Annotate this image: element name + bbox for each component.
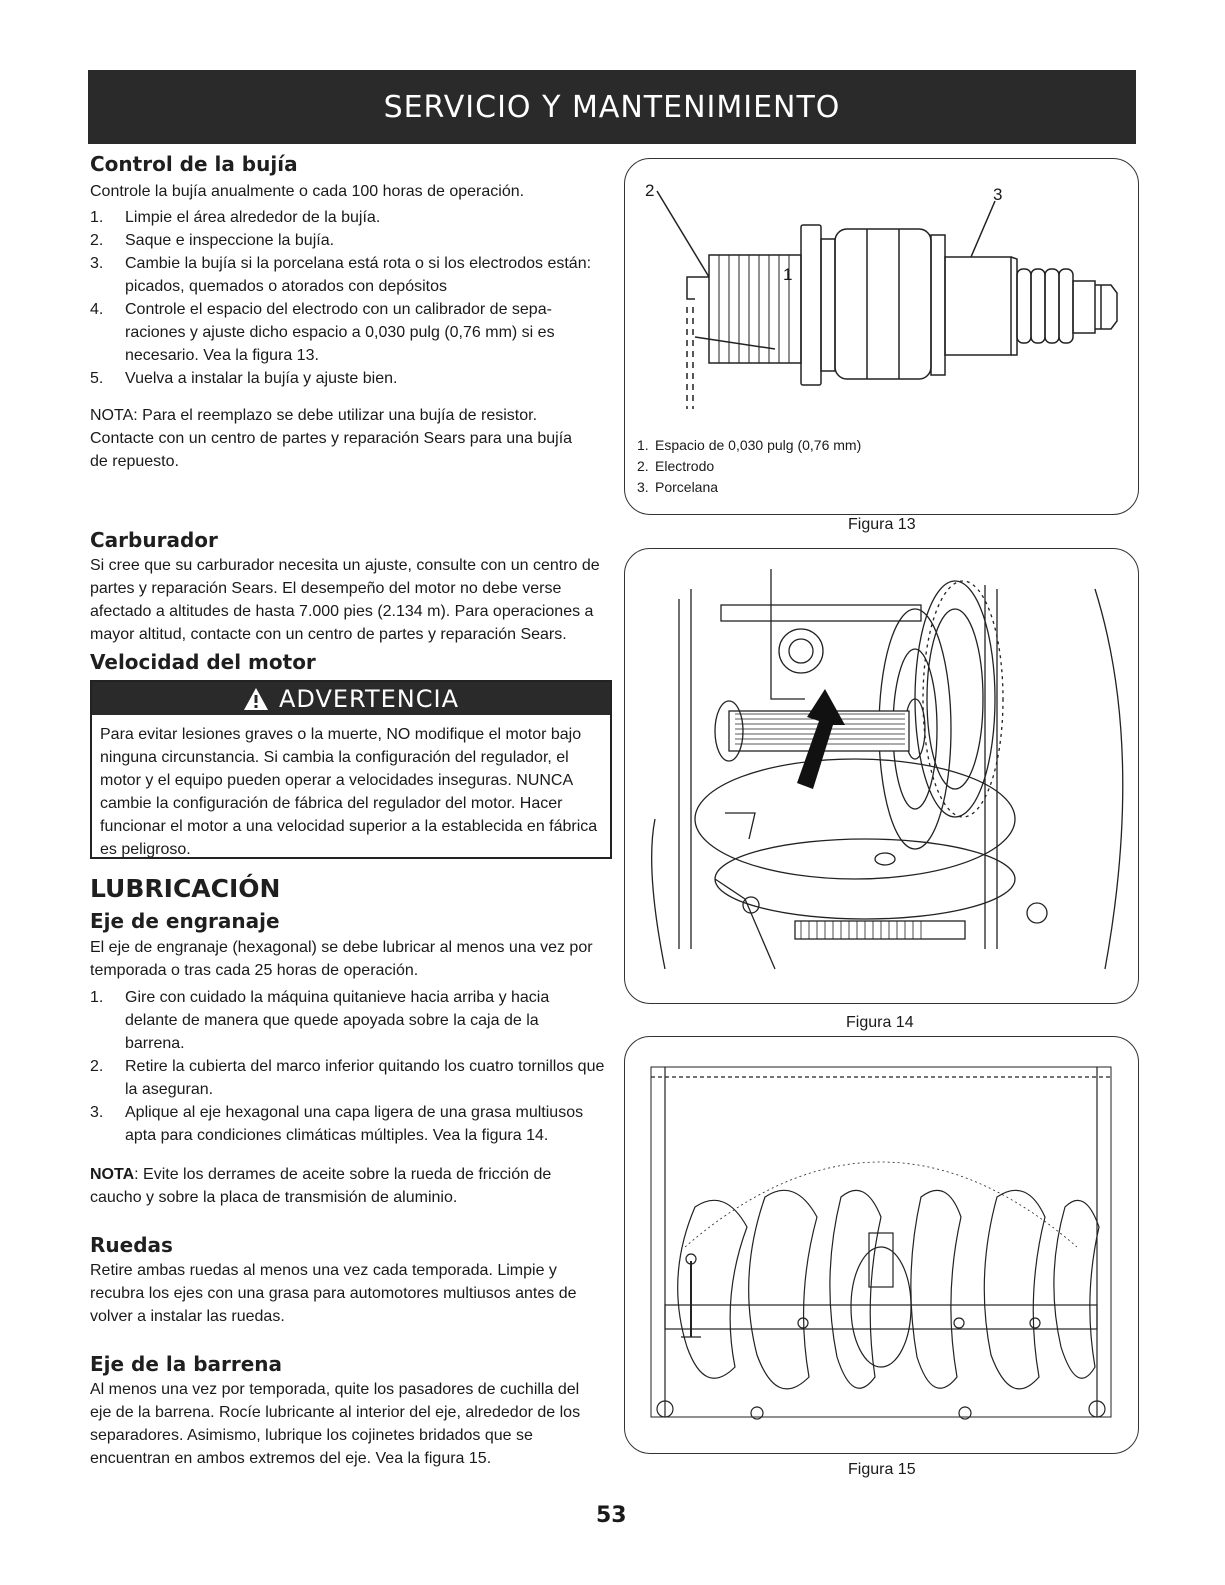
spark-plug-section [90, 152, 612, 473]
step-number: 4. [90, 301, 104, 318]
legend-number: 1. [637, 437, 649, 453]
page-number: 53 [596, 1503, 627, 1528]
figure-13-legend [637, 435, 861, 498]
callout-1: 1 [783, 265, 793, 284]
section-title: SERVICIO Y MANTENIMIENTO [383, 89, 841, 125]
figure-13-frame [624, 158, 1139, 515]
legend-item [637, 477, 861, 498]
warning-box [90, 680, 612, 859]
figure-14-caption: Figura 14 [846, 1014, 914, 1031]
list-item [90, 298, 612, 367]
legend-text: Porcelana [655, 479, 719, 495]
callout-2: 2 [645, 181, 655, 200]
step-number: 1. [90, 989, 104, 1006]
step-number: 5. [90, 370, 104, 387]
step-number: 1. [90, 209, 104, 226]
step-text: Controle el espacio del electrodo con un calibrador de sepa-raciones y ajuste dicho espacio a 0,030 pulg (0,76 mm) si es necesario. Vea la figura 13. [125, 301, 555, 364]
step-text: Saque e inspeccione la bujía. [125, 232, 335, 249]
carburetor-section [90, 528, 612, 674]
legend-number: 2. [637, 458, 649, 474]
gear-shaft-illustration [625, 549, 1137, 1001]
step-text: Gire con cuidado la máquina quitanieve hacia arriba y hacia delante de manera que quede apoyada sobre la caja de la barrena. [125, 989, 550, 1052]
legend-text: Electrodo [655, 458, 715, 474]
note-label: NOTA [90, 1166, 135, 1183]
wheels-text: Retire ambas ruedas al menos una vez cada temporada. Limpie y recubra los ejes con una grasa para automotores multiusos antes de volver a instalar las ruedas. [90, 1262, 577, 1325]
spark-plug-heading: Control de la bujía [90, 152, 298, 176]
gear-shaft-heading: Eje de engranaje [90, 909, 280, 933]
step-number: 2. [90, 232, 104, 249]
auger-shaft-illustration [625, 1037, 1137, 1451]
carburetor-text: Si cree que su carburador necesita un ajuste, consulte con un centro de partes y reparación Sears. El desempeño del motor no debe verse afectado a altitudes de hasta 7.000 pies (2.134 m). Para operaciones a mayor altitud, contacte con un centro de partes y reparación Sears. [90, 557, 600, 643]
list-item [90, 367, 612, 390]
list-item [90, 206, 612, 229]
warning-title: ADVERTENCIA [278, 684, 460, 713]
callout-3: 3 [993, 185, 1003, 204]
gear-shaft-note [90, 1163, 590, 1209]
legend-item [637, 435, 861, 456]
gear-shaft-intro: El eje de engranaje (hexagonal) se debe lubricar al menos una vez por temporada o tras cada 25 horas de operación. [90, 939, 593, 979]
carburetor-heading: Carburador [90, 528, 218, 552]
legend-item [637, 456, 861, 477]
gear-shaft-steps [90, 986, 612, 1147]
step-text: Retire la cubierta del marco inferior quitando los cuatro tornillos que la aseguran. [125, 1058, 605, 1098]
list-item [90, 1101, 612, 1147]
engine-speed-heading: Velocidad del motor [90, 650, 316, 674]
figure-15-frame [624, 1036, 1139, 1454]
figure-14-frame [624, 548, 1139, 1004]
wheels-heading: Ruedas [90, 1233, 173, 1257]
list-item [90, 1055, 612, 1101]
list-item [90, 252, 612, 298]
step-number: 3. [90, 255, 104, 272]
legend-number: 3. [637, 479, 649, 495]
spark-plug-note: NOTA: Para el reemplazo se debe utilizar una bujía de resistor. Contacte con un centro de partes y reparación Sears para una bujía de repuesto. [90, 407, 573, 470]
step-text: Aplique al eje hexagonal una capa ligera de una grasa multiusos apta para condiciones climáticas múltiples. Vea la figura 14. [125, 1104, 584, 1144]
section-header-banner [88, 70, 1136, 144]
note-text: : Evite los derrames de aceite sobre la rueda de fricción de caucho y sobre la placa de transmisión de aluminio. [90, 1166, 552, 1206]
spark-plug-intro: Controle la bujía anualmente o cada 100 horas de operación. [90, 183, 525, 200]
step-number: 2. [90, 1058, 104, 1075]
step-text: Limpie el área alrededor de la bujía. [125, 209, 381, 226]
auger-shaft-heading: Eje de la barrena [90, 1352, 283, 1376]
auger-shaft-text: Al menos una vez por temporada, quite los pasadores de cuchilla del eje de la barrena. Rocíe lubricante al interior del eje, alrededor de los separadores. Asimismo, lubrique los cojinetes bridados que se encuentran en ambos extremos del eje. Vea la figura 15. [90, 1381, 581, 1467]
step-text: Vuelva a instalar la bujía y ajuste bien. [125, 370, 398, 387]
warning-triangle-icon [243, 687, 269, 711]
legend-text: Espacio de 0,030 pulg (0,76 mm) [655, 437, 862, 453]
list-item [90, 986, 612, 1055]
figure-13-caption: Figura 13 [848, 516, 916, 533]
lubrication-heading: LUBRICACIÓN [90, 874, 281, 903]
spark-plug-illustration [625, 159, 1137, 419]
list-item [90, 229, 612, 252]
warning-text: Para evitar lesiones graves o la muerte, NO modifique el motor bajo ninguna circunstancia. Si cambia la configuración del regulador, el motor y el equipo pueden operar a velocidades inseguras. NUNCA cambie la configuración de fábrica del regulador del motor. Hacer funcionar el motor a una velocidad superior a la establecida en fábrica es peligroso. [100, 726, 598, 858]
spark-plug-steps [90, 206, 612, 390]
figure-15-caption: Figura 15 [848, 1461, 916, 1478]
step-number: 3. [90, 1104, 104, 1121]
lubrication-section [90, 874, 612, 1470]
step-text: Cambie la bujía si la porcelana está rota o si los electrodos están: picados, quemados o atorados con depósitos [125, 255, 592, 295]
warning-header [92, 682, 610, 715]
